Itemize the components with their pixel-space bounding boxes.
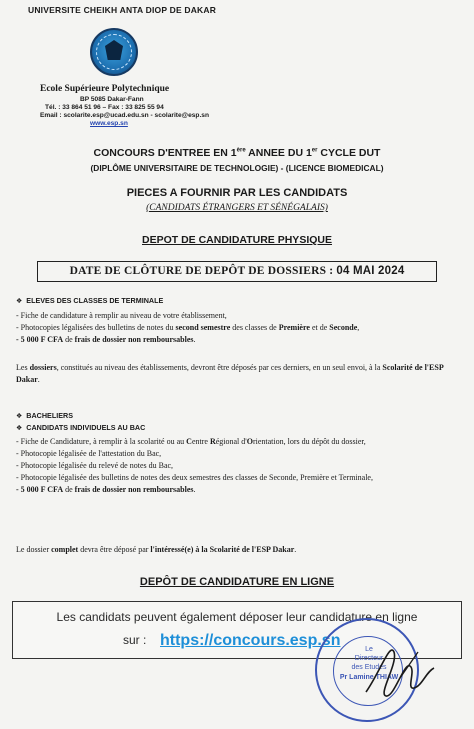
- section-terminale: [16, 290, 163, 308]
- online-line: Les candidats peuvent également déposer leur candidature en ligne: [56, 610, 418, 624]
- bacheliers-list: [16, 436, 466, 496]
- university-name: UNIVERSITE CHEIKH ANTA DIOP DE DAKAR: [28, 5, 217, 15]
- depot-en-ligne-heading: DEPÔT DE CANDIDATURE EN LIGNE: [139, 576, 335, 588]
- list-item: - Fiche de Candidature, à remplir à la scolarité ou au Centre Régional d'Orientation, lors du dépôt du dossier,: [16, 437, 366, 446]
- signature-icon: [360, 632, 440, 712]
- terminale-heading: ELEVES DES CLASSES DE TERMINALE: [26, 296, 164, 305]
- terminale-note: Les dossiers, constitués au niveau des établissements, devront être déposés par ces derniers, en un seul envoi, à la Scolarité de l'ESP Dakar.: [16, 363, 444, 384]
- concours-link[interactable]: https://concours.esp.sn: [160, 632, 341, 649]
- candidats-individuels-heading: CANDIDATS INDIVIDUELS AU BAC: [26, 423, 146, 432]
- list-item: - Photocopies légalisées des bulletins de notes du second semestre des classes de Première et de Seconde,: [16, 323, 360, 332]
- depot-physique-heading: DEPOT DE CANDIDATURE PHYSIQUE: [142, 234, 332, 246]
- stamp-text: Directeur: [354, 655, 384, 662]
- list-item: - Fiche de candidature à remplir au niveau de votre établissement,: [16, 311, 227, 320]
- list-item: - Photocopie légalisée du relevé de notes du Bac,: [16, 461, 174, 470]
- bacheliers-heading: BACHELIERS: [26, 411, 74, 420]
- list-item: - Photocopie légalisée de l'attestation du Bac,: [16, 449, 162, 458]
- concours-title: CONCOURS D'ENTREE EN 1ère ANNEE DU 1er CYCLE DUT: [93, 147, 381, 159]
- cloture-date-box: [37, 261, 437, 282]
- section-candidats-individuels: [16, 417, 145, 435]
- cloture-date: 04 MAI 2024: [336, 265, 405, 277]
- diamond-bullet-icon: ❖: [16, 412, 23, 420]
- email-address[interactable]: Email : scolarite.esp@ucad.edu.sn - scolarite@esp.sn: [40, 112, 209, 119]
- esp-logo: [90, 28, 138, 76]
- candidats-subheading: (CANDIDATS ÉTRANGERS ET SÉNÉGALAIS): [146, 203, 328, 213]
- postal-address: BP 5085 Dakar-Fann: [80, 96, 144, 103]
- diamond-bullet-icon: ❖: [16, 424, 23, 432]
- stamp-name: Pr Lamine THIAW: [339, 674, 399, 681]
- online-sur-label: sur :: [123, 633, 147, 647]
- list-item: - 5 000 F CFA de frais de dossier non remboursables.: [16, 335, 196, 344]
- diamond-bullet-icon: ❖: [16, 297, 23, 305]
- pieces-heading: PIECES A FOURNIR PAR LES CANDIDATS: [126, 187, 348, 199]
- stamp-text: des Etudes: [351, 664, 387, 671]
- phone-fax: Tél. : 33 864 51 96 – Fax : 33 825 55 94: [45, 104, 164, 111]
- cloture-label: DATE DE CLÔTURE DE DEPÔT DE DOSSIERS :: [69, 265, 337, 277]
- terminale-list: [16, 310, 466, 346]
- bacheliers-note: Le dossier complet devra être déposé par l'intéressé(e) à la Scolarité de l'ESP Dakar.: [16, 545, 297, 554]
- website-link[interactable]: www.esp.sn: [90, 120, 128, 127]
- list-item: - 5 000 F CFA de frais de dossier non remboursables.: [16, 485, 196, 494]
- list-item: - Photocopie légalisée des bulletins de notes des deux semestres des classes de Seconde, Première et Terminale,: [16, 473, 373, 482]
- school-name: Ecole Supérieure Polytechnique: [40, 84, 170, 94]
- stamp-text: Le: [365, 646, 373, 653]
- diplome-subtitle: (DIPLÔME UNIVERSITAIRE DE TECHNOLOGIE) - (LICENCE BIOMEDICAL): [90, 163, 384, 173]
